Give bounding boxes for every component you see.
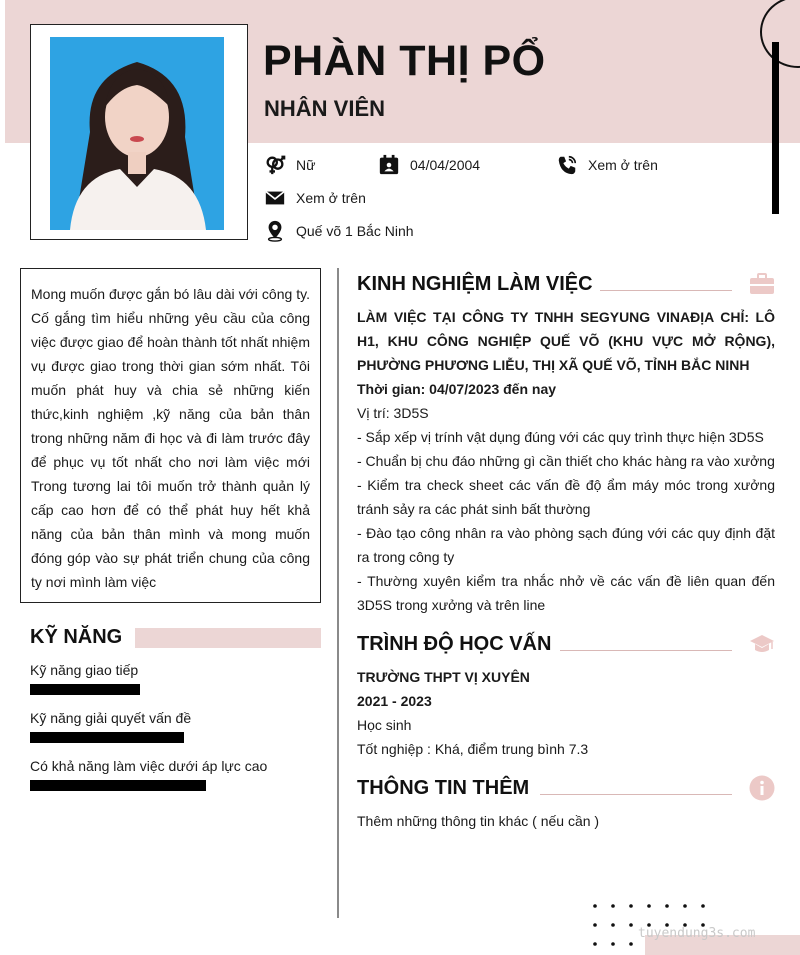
info-icon [749,775,775,801]
skill-level-bar [30,732,184,743]
education-result: Tốt nghiệp : Khá, điểm trung bình 7.3 [357,741,589,757]
experience-duty: - Thường xuyên kiểm tra nhắc nhở về các vấn đề liên quan đến 3D5S trong xưởng và trên line [357,573,775,613]
gender-icon [264,154,286,176]
extra-title-line [540,794,732,795]
education-level: Học sinh [357,717,412,733]
skill-item [30,758,320,791]
skill-name: Kỹ năng giao tiếp [30,662,139,678]
watermark: tuyendung3s.com [638,926,756,941]
calendar-icon [378,154,400,176]
skill-level-bar [30,780,206,791]
gender-value: Nữ [296,157,316,173]
skills-title-decoration [135,628,321,648]
education-school: TRƯỜNG THPT VỊ XUYÊN [357,669,530,685]
experience-time: Thời gian: 04/07/2023 đến nay [357,381,557,397]
skill-item [30,710,320,743]
education-body [357,665,775,761]
graduation-cap-icon [749,631,775,657]
experience-position: Vị trí: 3D5S [357,405,429,421]
experience-duty: - Chuẩn bị chu đáo những gì cần thiết cho khác hàng ra vào xưởng [357,453,775,469]
corner-bar-decoration [772,42,779,214]
contact-address [264,220,414,242]
address-value: Quế võ 1 Bắc Ninh [296,223,414,239]
skill-name: Kỹ năng giải quyết vấn đề [30,710,192,726]
experience-company: LÀM VIỆC TẠI CÔNG TY TNHH SEGYUNG VINAĐỊA CHỈ: LÔ H1, KHU CÔNG NGHIỆP QUẾ VÕ (KHU VỰC MỞ RỘNG), PHƯỜNG PHƯƠNG LIỄU, THỊ XÃ QUẾ VÕ, TỈNH BẮC NINH [357,309,775,373]
profile-photo [50,37,224,230]
contact-phone [556,154,658,176]
phone-icon [556,154,578,176]
extra-body [357,809,775,833]
candidate-role: NHÂN VIÊN [264,96,386,121]
experience-duty: - Sắp xếp vị trính vật dụng đúng với các quy trình thực hiện 3D5S [357,429,764,445]
skills-title: KỸ NĂNG [30,626,123,648]
education-title: TRÌNH ĐỘ HỌC VẤN [357,633,552,655]
contact-gender [264,154,315,176]
contact-email [264,187,366,209]
phone-value: Xem ở trên [588,157,658,173]
location-icon [264,220,286,242]
briefcase-icon [749,271,775,297]
objective-text: Mong muốn được gắn bó lâu dài với công ty. Cố gắng tìm hiểu những yêu cầu của công việc được giao để hoàn thành tốt nhất nhiệm vụ được giao trong thời gian sớm nhất. Tôi muốn phát huy và chia sẻ những kiến thức,kinh nghiệm ,kỹ năng của bản thân trong những năm đi học và đi làm trước đây để phục vụ tốt nhất cho nơi làm việc mới Trong tương lai tôi muốn trở thành quản lý cấp cao hơn để có thể phát huy hết khả năng của bản thân mình và mong muốn đóng góp vào sự phát triển chung của công ty nơi mình làm việc [31,286,310,590]
email-icon [264,187,286,209]
column-divider [337,268,339,918]
candidate-name: PHÀN THỊ PỔ [263,37,546,85]
objective-box [20,268,321,603]
experience-duty: - Kiểm tra check sheet các vấn đề độ ẩm máy móc trong xưởng tránh sảy ra các phát sinh bất thường [357,477,775,517]
birthdate-value: 04/04/2004 [410,157,481,173]
extra-title: THÔNG TIN THÊM [357,777,530,799]
skill-level-bar [30,684,140,695]
experience-title: KINH NGHIỆM LÀM VIỆC [357,273,593,295]
education-title-line [560,650,732,651]
experience-body [357,305,775,617]
skill-name: Có khả năng làm việc dưới áp lực cao [30,758,268,774]
skill-item [30,662,320,695]
skills-list [30,662,320,791]
email-value: Xem ở trên [296,190,366,206]
contact-birthdate [378,154,480,176]
experience-duty: - Đào tạo công nhân ra vào phòng sạch đúng với các quy định đặt ra trong công ty [357,525,775,565]
extra-text: Thêm những thông tin khác ( nếu cần ) [357,813,600,829]
education-years: 2021 - 2023 [357,693,432,709]
experience-title-line [600,290,732,291]
